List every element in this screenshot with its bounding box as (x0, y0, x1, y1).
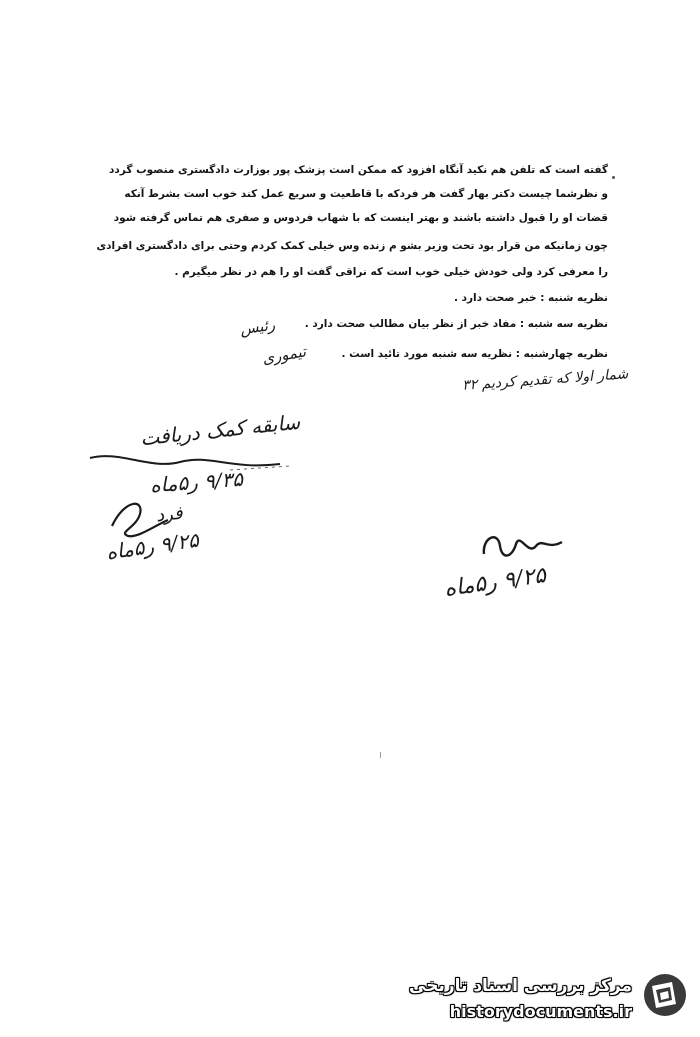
scan-speck (380, 752, 381, 758)
scan-speck (612, 176, 615, 179)
document-line: نظریه سه شنبه : مفاد خبر از نظر بیان مطالب صحت دارد . (304, 318, 608, 330)
document-line: چون زمانیکه من قرار بود تحت وزیر بشو م زنده وس خیلی کمک کردم وحتی برای دادگستری افرادی (96, 240, 608, 252)
handwritten-date: ۹/۲۵ ر۵ماه (104, 527, 201, 565)
document-line: نظریه شنبه : خبر صحت دارد . (453, 292, 608, 304)
document-line: نظریه چهارشنبه : نظریه سه شنبه مورد تائید است . (341, 348, 608, 360)
watermark-url[interactable]: historydocuments.ir (449, 1002, 632, 1021)
handwritten-date: ۹/۳۵ ر۵ماه (149, 466, 244, 498)
handwritten-note: شمار اولا که تقدیم کردیم ۳۲ (461, 366, 629, 394)
watermark-title: مرکز بررسی اسناد تاریخی (409, 976, 632, 996)
document-line: قضات او را قبول داشته باشند و بهتر اینست که با شهاب فردوس و صفری هم تماس گرفته شود (113, 212, 608, 224)
handwritten-signature-text (560, 526, 563, 527)
handwritten-initials: تیموری (260, 342, 308, 368)
document-line: گفته است که تلفن هم نکید آنگاه افزود که ممکن است پزشک پور بوزارت دادگستری منصوب گردد (109, 164, 608, 176)
archive-logo-icon (642, 972, 688, 1018)
handwritten-initials: رئیس (238, 315, 277, 339)
handwritten-signature (478, 520, 568, 570)
handwritten-signature-text: فرد (154, 502, 184, 527)
document-line: و نظرشما چیست دکتر بهار گفت هر فردکه با قاطعیت و سریع عمل کند خوب است بشرط آنکه (124, 188, 608, 200)
handwritten-note: سابقه کمک دریافت (139, 409, 302, 451)
handwritten-date: ۹/۲۵ ر۵ماه (442, 562, 548, 603)
watermark (388, 968, 688, 1028)
document-line: را معرفی کرد ولی خودش خیلی خوب است که نراقی گفت او را هم در نظر میگیرم . (174, 266, 608, 278)
